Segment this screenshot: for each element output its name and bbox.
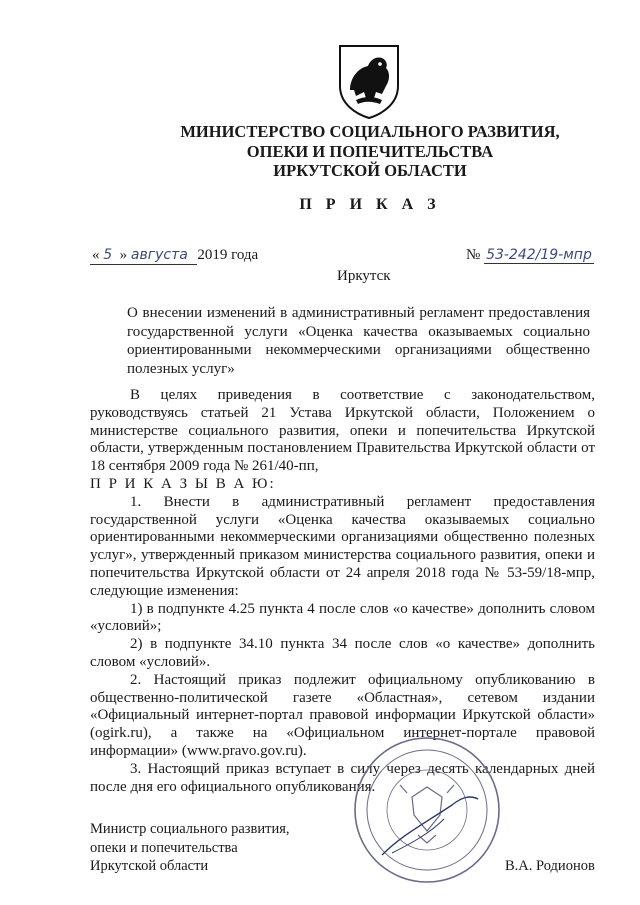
org-line-3: ИРКУТСКОЙ ОБЛАСТИ <box>273 161 467 180</box>
city-name: Иркутск <box>337 268 391 284</box>
signatory-title-line-3: Иркутской области <box>90 858 209 874</box>
signatory-title <box>90 820 290 876</box>
signatory-title-line-2: опеки и попечительства <box>90 839 238 856</box>
coat-of-arms-icon <box>336 42 402 120</box>
preamble-paragraph: В целях приведения в соответствие с законодательством, руководствуясь статьей 21 Устава Иркутской области, Положением о министерстве социального развития, опеки и попечительства Иркутской области, утвержденным постановлением Правительства Иркутской области от 18 сентября 2009 года № 261/40-пп, <box>90 387 595 475</box>
org-line-2: ОПЕКИ И ПОПЕЧИТЕЛЬСТВА <box>246 141 494 161</box>
order-date <box>90 247 258 265</box>
date-year: 2019 года <box>197 247 259 263</box>
date-close-quote: » <box>119 247 128 263</box>
order-body <box>90 387 595 796</box>
order-number <box>466 247 594 264</box>
signatory-name: В.А. Родионов <box>505 858 595 874</box>
signatory-title-line-1: Министр социального развития, <box>90 821 290 837</box>
item-2: 2. Настоящий приказ подлежит официальному опубликованию в общественно-политической газете «Областная», сетевом издании «Официальный интернет-портал правовой информации Иркутской области» (ogirk.ru), а также на «Официальном интернет-портале правовой информации» (www.pravo.gov.ru). <box>90 671 595 759</box>
document-type-title: П Р И К А З <box>299 196 441 213</box>
item-1-1: 1) в подпункте 4.25 пункта 4 после слов «о качестве» дополнить словом «условий»; <box>90 600 595 635</box>
order-subject: О внесении изменений в административный регламент предоставления государственной услуги «Оценка качества оказываемых социально ориентированными некоммерческими организациями общественно полезных услуг» <box>127 305 590 377</box>
organization-name <box>160 122 580 181</box>
number-prefix: № <box>466 247 481 263</box>
item-3: 3. Настоящий приказ вступает в силу через десять календарных дней после дня его официального опубликования. <box>90 760 595 795</box>
org-line-1: МИНИСТЕРСТВО СОЦИАЛЬНОГО РАЗВИТИЯ, <box>180 122 560 141</box>
date-month: августа <box>130 247 188 263</box>
official-seal-icon <box>352 735 502 885</box>
date-day: 5 <box>103 247 113 263</box>
item-1: 1. Внести в административный регламент предоставления государственной услуги «Оценка качества оказываемых социально ориентированными некоммерческими организациями общественно полезных услуг», утвержденный приказом министерства социального развития, опеки и попечительства Иркутской области от 24 апреля 2018 года № 53-59/18-мпр, следующие изменения: <box>90 493 595 599</box>
item-1-2: 2) в подпункте 34.10 пункта 34 после слов «о качестве» дополнить словом «условий». <box>90 636 595 670</box>
date-underline <box>90 247 197 265</box>
number-value: 53-242/19-мпр <box>486 247 592 263</box>
order-word: П Р И К А З Ы В А Ю: <box>90 475 276 492</box>
date-open-quote: « <box>92 247 100 263</box>
